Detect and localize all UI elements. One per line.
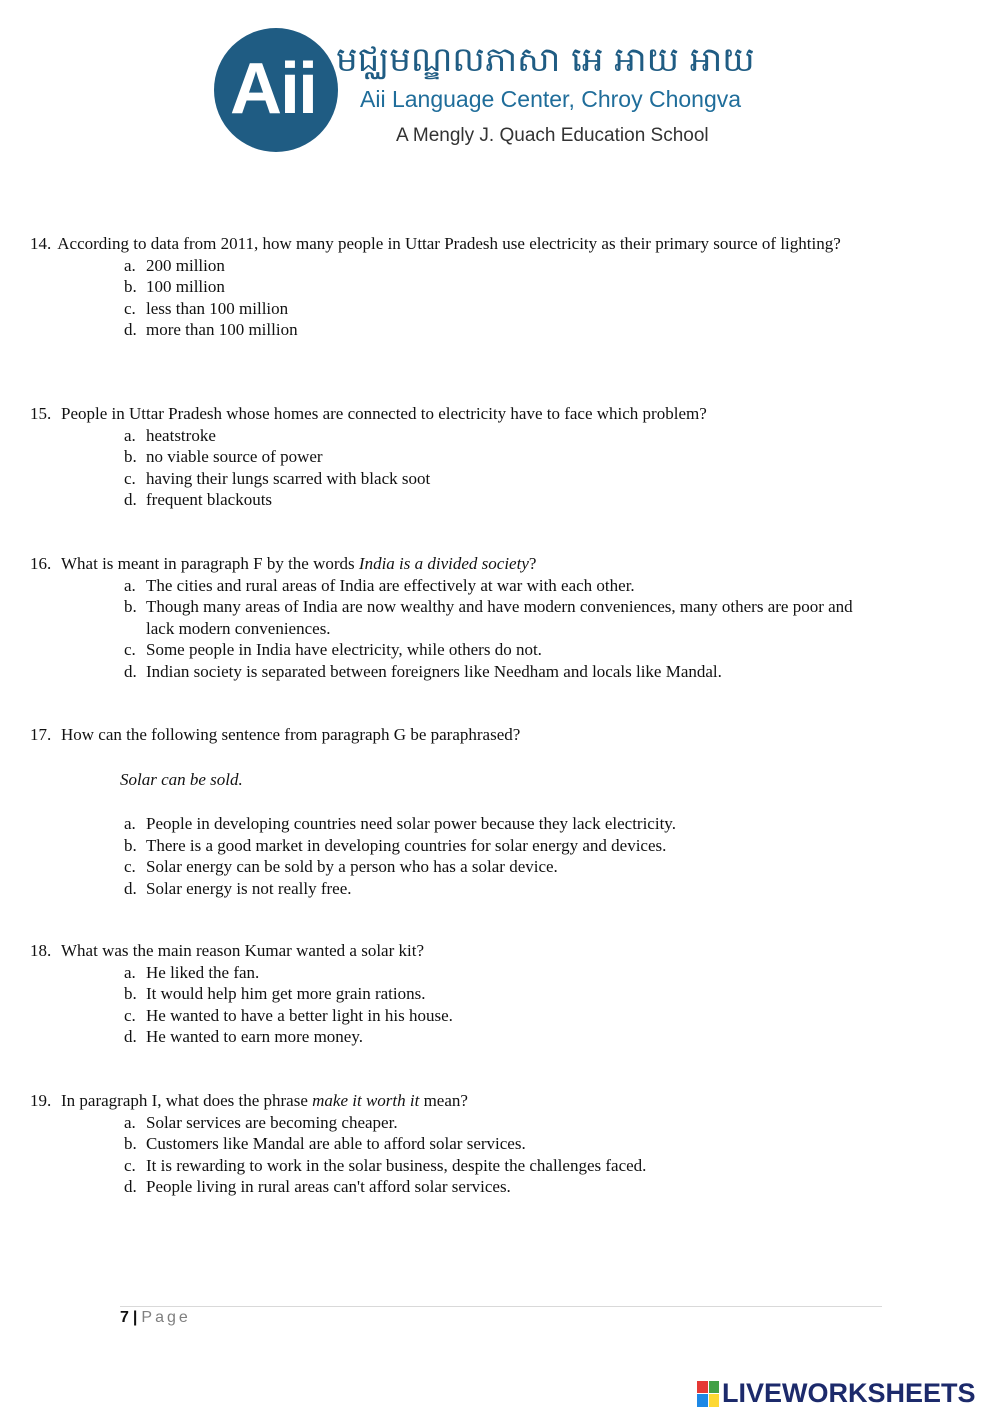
question-text: People in Uttar Pradesh whose homes are connected to electricity have to face which problem? bbox=[61, 404, 707, 423]
quoted-sentence: Solar can be sold. bbox=[120, 769, 243, 789]
option-text: Some people in India have electricity, while others do not. bbox=[146, 640, 542, 659]
logo-text: Aii bbox=[230, 49, 317, 129]
question-number: 16. bbox=[30, 554, 52, 573]
option-text: Though many areas of India are now wealthy and have modern conveniences, many others are poor and lack modern conveniences. bbox=[146, 597, 853, 638]
option-b[interactable] bbox=[124, 596, 860, 639]
option-b[interactable] bbox=[124, 1133, 860, 1155]
liveworksheets-logo-icon bbox=[697, 1381, 719, 1407]
option-text: less than 100 million bbox=[146, 298, 289, 318]
option-c[interactable] bbox=[124, 468, 860, 490]
question-18 bbox=[30, 940, 860, 1048]
khmer-title: មជ្ឈមណ្ឌលភាសា អេ អាយ អាយ bbox=[336, 40, 755, 80]
question-number: 14. bbox=[30, 234, 52, 253]
option-text: more than 100 million bbox=[146, 320, 298, 339]
option-text: Solar energy can be sold by a person who has a solar device. bbox=[146, 857, 558, 876]
option-d[interactable] bbox=[124, 1026, 860, 1048]
option-b[interactable] bbox=[124, 446, 860, 468]
option-letter: b. bbox=[124, 277, 137, 296]
option-a[interactable] bbox=[124, 575, 860, 597]
option-letter: a. bbox=[124, 425, 136, 445]
liveworksheets-watermark bbox=[697, 1378, 976, 1409]
question-number: 15. bbox=[30, 404, 52, 423]
option-d[interactable] bbox=[124, 1176, 860, 1198]
option-d[interactable] bbox=[124, 489, 860, 511]
option-text: 200 million bbox=[146, 255, 225, 275]
option-d[interactable] bbox=[124, 319, 860, 341]
option-text: Indian society is separated between foreigners like Needham and locals like Mandal. bbox=[146, 661, 722, 681]
option-letter: b. bbox=[124, 835, 137, 855]
option-c[interactable] bbox=[124, 298, 860, 320]
option-letter: d. bbox=[124, 661, 137, 681]
option-letter: d. bbox=[124, 1177, 137, 1196]
question-text-end: mean? bbox=[419, 1091, 468, 1110]
option-letter: b. bbox=[124, 1134, 137, 1153]
option-letter: d. bbox=[124, 320, 137, 339]
question-16 bbox=[30, 553, 860, 682]
option-text: 100 million bbox=[146, 277, 225, 296]
option-letter: c. bbox=[124, 857, 136, 876]
option-letter: b. bbox=[124, 984, 137, 1003]
option-text: heatstroke bbox=[146, 425, 216, 445]
option-a[interactable] bbox=[124, 1112, 860, 1134]
option-c[interactable] bbox=[124, 856, 860, 878]
option-text: having their lungs scarred with black soot bbox=[146, 468, 431, 488]
option-letter: c. bbox=[124, 640, 136, 659]
question-text: According to data from 2011, how many people in Uttar Pradesh use electricity as their primary source of lighting? bbox=[57, 234, 841, 253]
option-text: It is rewarding to work in the solar business, despite the challenges faced. bbox=[146, 1155, 647, 1175]
option-letter: a. bbox=[124, 575, 136, 595]
option-text: He wanted to have a better light in his house. bbox=[146, 1005, 453, 1025]
question-text bbox=[61, 553, 860, 575]
question-text: How can the following sentence from paragraph G be paraphrased? bbox=[61, 725, 521, 744]
option-d[interactable] bbox=[124, 878, 860, 900]
question-number: 17. bbox=[30, 725, 52, 744]
option-text: People living in rural areas can't afford solar services. bbox=[146, 1177, 511, 1196]
option-text: It would help him get more grain rations. bbox=[146, 984, 426, 1003]
page-footer bbox=[120, 1309, 191, 1327]
option-text: People in developing countries need solar power because they lack electricity. bbox=[146, 814, 676, 833]
option-a[interactable] bbox=[124, 962, 860, 984]
liveworksheets-text: LIVEWORKSHEETS bbox=[722, 1378, 976, 1408]
option-letter: b. bbox=[124, 447, 137, 466]
option-b[interactable] bbox=[124, 835, 860, 857]
question-text-end: ? bbox=[528, 554, 537, 573]
school-name: A Mengly J. Quach Education School bbox=[396, 125, 709, 146]
option-letter: a. bbox=[124, 814, 136, 833]
option-letter: b. bbox=[124, 597, 137, 616]
option-a[interactable] bbox=[124, 813, 860, 835]
option-text: He wanted to earn more money. bbox=[146, 1027, 363, 1046]
option-c[interactable] bbox=[124, 1155, 860, 1177]
question-number: 19. bbox=[30, 1091, 52, 1110]
option-d[interactable] bbox=[124, 661, 860, 683]
question-text: What was the main reason Kumar wanted a solar kit? bbox=[61, 941, 425, 960]
option-letter: a. bbox=[124, 1112, 136, 1132]
option-text: Solar energy is not really free. bbox=[146, 878, 352, 898]
question-text-start: In paragraph I, what does the phrase bbox=[61, 1091, 313, 1110]
page-separator: | bbox=[132, 1309, 138, 1326]
option-letter: d. bbox=[124, 1027, 137, 1046]
option-text: There is a good market in developing countries for solar energy and devices. bbox=[146, 835, 667, 855]
option-text: The cities and rural areas of India are effectively at war with each other. bbox=[146, 575, 635, 595]
option-letter: c. bbox=[124, 468, 136, 488]
option-c[interactable] bbox=[124, 1005, 860, 1027]
question-text bbox=[61, 1090, 860, 1112]
option-text: Customers like Mandal are able to afford solar services. bbox=[146, 1134, 526, 1153]
option-letter: a. bbox=[124, 962, 136, 982]
option-letter: c. bbox=[124, 1005, 136, 1025]
option-b[interactable] bbox=[124, 983, 860, 1005]
option-letter: c. bbox=[124, 1155, 136, 1175]
question-15 bbox=[30, 403, 860, 511]
option-b[interactable] bbox=[124, 276, 860, 298]
question-number: 18. bbox=[30, 941, 52, 960]
question-text-start: What is meant in paragraph F by the words bbox=[61, 554, 359, 573]
footer-divider bbox=[120, 1306, 882, 1307]
question-quoted-phrase: India is a divided society bbox=[358, 554, 529, 573]
option-letter: d. bbox=[124, 490, 137, 509]
option-text: Solar services are becoming cheaper. bbox=[146, 1112, 398, 1132]
option-a[interactable] bbox=[124, 255, 860, 277]
center-name: Aii Language Center, Chroy Chongva bbox=[360, 86, 742, 112]
question-19 bbox=[30, 1090, 860, 1198]
question-quoted-phrase: make it worth it bbox=[312, 1091, 420, 1110]
option-text: He liked the fan. bbox=[146, 962, 260, 982]
option-c[interactable] bbox=[124, 639, 860, 661]
question-14 bbox=[30, 233, 860, 341]
option-letter: c. bbox=[124, 298, 136, 318]
option-letter: d. bbox=[124, 878, 137, 898]
page-label: Page bbox=[141, 1309, 191, 1326]
option-letter: a. bbox=[124, 255, 136, 275]
option-text: frequent blackouts bbox=[146, 490, 273, 509]
page-number: 7 bbox=[120, 1309, 129, 1326]
option-a[interactable] bbox=[124, 425, 860, 447]
option-text: no viable source of power bbox=[146, 447, 323, 466]
question-17 bbox=[30, 724, 860, 899]
